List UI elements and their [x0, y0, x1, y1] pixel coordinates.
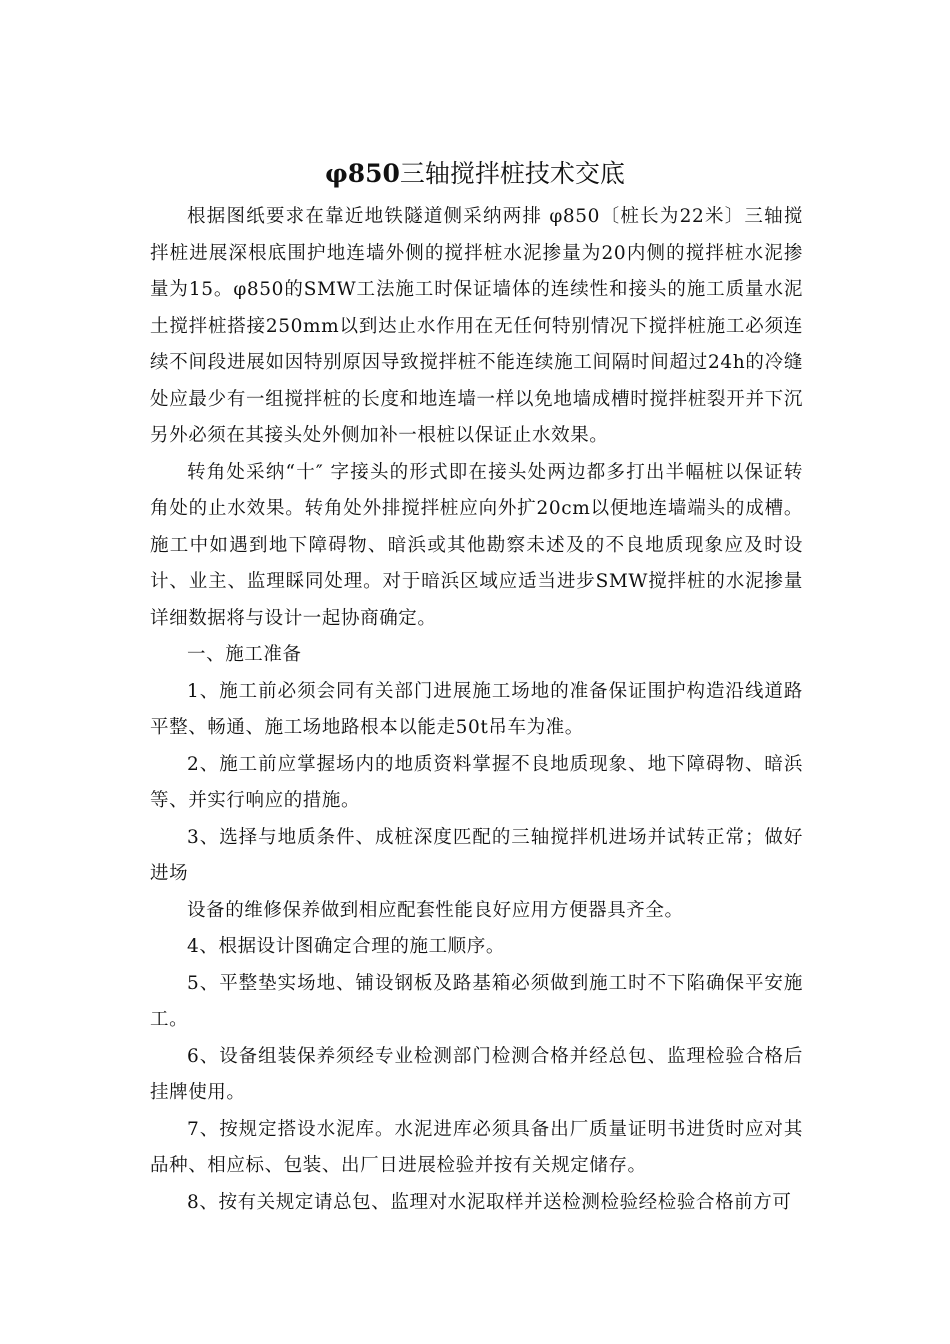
title-symbol: φ850 — [325, 159, 400, 188]
paragraph-corner: 转角处采纳“十″ 字接头的形式即在接头处两边都多打出半幅桩以保证转角处的止水效果。转角处外排搅拌桩应向外扩20cm以便地连墙端头的成槽。施工中如遇到地下障碍物、暗浜或其他勘察未述及的不良地质现象应及时设计、业主、监理睬同处理。对于暗浜区域应适当进步SMW搅拌桩的水泥掺量详细数据将与设计一起协商确定。 — [150, 461, 803, 629]
list-item-3: 3、选择与地质条件、成桩深度匹配的三轴搅拌机进场并试转正常；做好进场 — [150, 826, 803, 884]
list-item-4: 4、根据设计图确定合理的施工顺序。 — [187, 936, 505, 957]
list-item-6: 6、设备组装保养须经专业检测部门检测合格并经总包、监理检验合格后挂牌使用。 — [150, 1045, 803, 1103]
list-item-3-continuation: 设备的维修保养做到相应配套性能良好应用方便器具齐全。 — [187, 899, 684, 921]
paragraph-intro: 根据图纸要求在靠近地铁隧道侧采纳两排 φ850〔桩长为22米〕三轴搅拌桩进展深根底围护地连墙外侧的搅拌桩水泥掺量为20内侧的搅拌桩水泥掺量为15。φ850的SMW工法施工时保证墙体的连续性和接头的施工质量水泥土搅拌桩搭接250mm以到达止水作用在无任何特别情况下搅拌桩施工必须连续不间段进展如因特别原因导致搅拌桩不能连续施工间隔时间超过24h的冷缝处应最少有一组搅拌桩的长度和地连墙一样以免地墙成槽时搅拌桩裂开并下沉另外必须在其接头处外侧加补一根桩以保证止水效果。 — [150, 206, 803, 446]
list-item-2: 2、施工前应掌握场内的地质资料掌握不良地质现象、地下障碍物、暗浜等、并实行响应的措施。 — [150, 753, 803, 811]
document-body — [150, 199, 803, 1221]
title-text: 三轴搅拌桩技术交底 — [399, 159, 625, 188]
list-item-7: 7、按规定搭设水泥库。水泥进库必须具备出厂质量证明书进货时应对其品种、相应标、包装、出厂日进展检验并按有关规定储存。 — [150, 1118, 803, 1176]
list-item-5: 5、平整垫实场地、铺设钢板及路基箱必须做到施工时不下陷确保平安施工。 — [150, 972, 803, 1030]
list-item-8: 8、按有关规定请总包、监理对水泥取样并送检测检验经检验合格前方可 — [187, 1191, 792, 1213]
list-item-1: 1、施工前必须会同有关部门进展施工场地的准备保证围护构造沿线道路平整、畅通、施工场地路根本以能走50t吊车为准。 — [150, 680, 803, 738]
section-heading-preparation: 一、施工准备 — [187, 644, 302, 665]
document-title — [0, 156, 950, 192]
